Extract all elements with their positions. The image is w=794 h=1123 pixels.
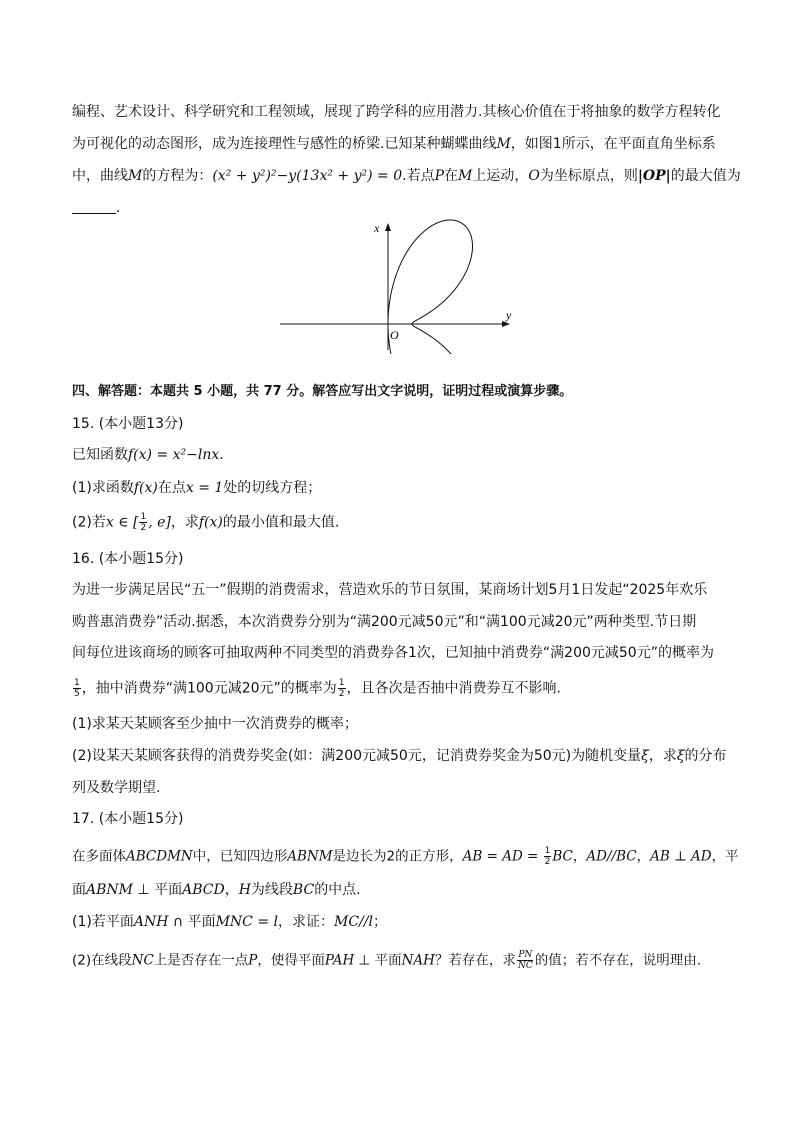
q14-line-4: .	[72, 198, 734, 218]
q16-part-2: (2)设某天某顾客获得的消费券奖金(如：满200元减50元，记消费券奖金为50元)为随机变量ξ，求ξ的分布	[72, 748, 727, 764]
q17-part-2: (2)在线段NC上是否存在一点P，使得平面PAH ⊥ 平面NAH？若存在，求 $\frac{PN}{NC}$ 的值；若不存在，说明理由.	[72, 950, 701, 971]
q16-line-4: $\frac{1}{5}$ ，抽中消费券“满100元减20元”的概率为 $\frac{1}{2}$ ，且各次是否抽中消费券互不影响.	[74, 678, 561, 699]
q17-header: 17. (本小题15分)	[72, 811, 184, 827]
axis-x-label: x	[374, 221, 380, 235]
answer-blank	[72, 199, 116, 214]
fraction-one-fifth: $\frac{1}{5}$	[74, 678, 80, 699]
q17-line-1: 在多面体ABCDMN中，已知四边形ABNM是边长为2的正方形，AB = AD = $\frac{1}{2}$ BC，AD//BC，AB ⊥ AD，平	[72, 846, 739, 867]
fraction-one-half: $\frac{1}{2}$	[140, 512, 147, 533]
fraction-one-half: $\frac{1}{2}$	[544, 846, 551, 867]
q16-line-1: 为进一步满足居民“五一”假期的消费需求，营造欢乐的节日氛围，某商场计划5月1日发起“2025年欢乐	[72, 582, 708, 598]
section-title: 四、解答题：本题共 5 小题，共 77 分。解答应写出文字说明，证明过程或演算步骤。	[72, 384, 573, 399]
butterfly-curve	[388, 220, 473, 354]
q16-part-1: (1)求某天某顾客至少抽中一次消费券的概率；	[72, 716, 358, 732]
q15-stem: 已知函数f(x) = x²−lnx.	[72, 447, 224, 463]
q14-equation: (x² + y²)²−y(13x² + y²) = 0	[212, 168, 403, 184]
q17-line-2: 面ABNM ⊥ 平面ABCD，H为线段BC的中点.	[72, 882, 361, 898]
q16-part-2-cont: 列及数学期望.	[72, 780, 161, 796]
q16-header: 16. (本小题15分)	[72, 551, 184, 567]
q15-part-1: (1)求函数f(x)在点x = 1处的切线方程；	[72, 480, 322, 496]
q14-line-2: 为可视化的动态图形，成为连接理性与感性的桥梁.已知某种蝴蝶曲线M，如图1所示，在平面直角坐标系	[72, 136, 716, 152]
origin-label: O	[390, 328, 399, 342]
q16-line-2: 购普惠消费券”活动.据悉，本次消费券分别为“满200元减50元”和“满100元减20元”两种类型.节日期	[72, 614, 697, 630]
q15-header: 15. (本小题13分)	[72, 416, 184, 432]
q14-line-1: 编程、艺术设计、科学研究和工程领域，展现了跨学科的应用潜力.其核心价值在于将抽象的数学方程转化	[72, 104, 721, 120]
q15-part-2: (2)若x ∈ [ $\frac{1}{2}$ , e]，求f(x)的最小值和最大值.	[72, 512, 340, 533]
fraction-one-half: $\frac{1}{2}$	[338, 678, 345, 699]
x-axis-arrow	[385, 223, 391, 231]
butterfly-curve-figure	[270, 214, 520, 354]
axis-y-label: y	[506, 308, 512, 322]
q16-line-3: 间每位进该商场的顾客可抽取两种不同类型的消费券各1次，已知抽中消费券“满200元减50元”的概率为	[72, 645, 714, 661]
fraction-pn-over-nc: $\frac{PN}{NC}$	[517, 950, 533, 971]
q14-line-3: 中，曲线M的方程为：(x² + y²)²−y(13x² + y²) = 0.若点P在M上运动，O为坐标原点，则|OP|的最大值为	[72, 168, 741, 184]
q17-part-1: (1)若平面ANH ∩ 平面MNC = l，求证：MC//l；	[72, 914, 387, 930]
